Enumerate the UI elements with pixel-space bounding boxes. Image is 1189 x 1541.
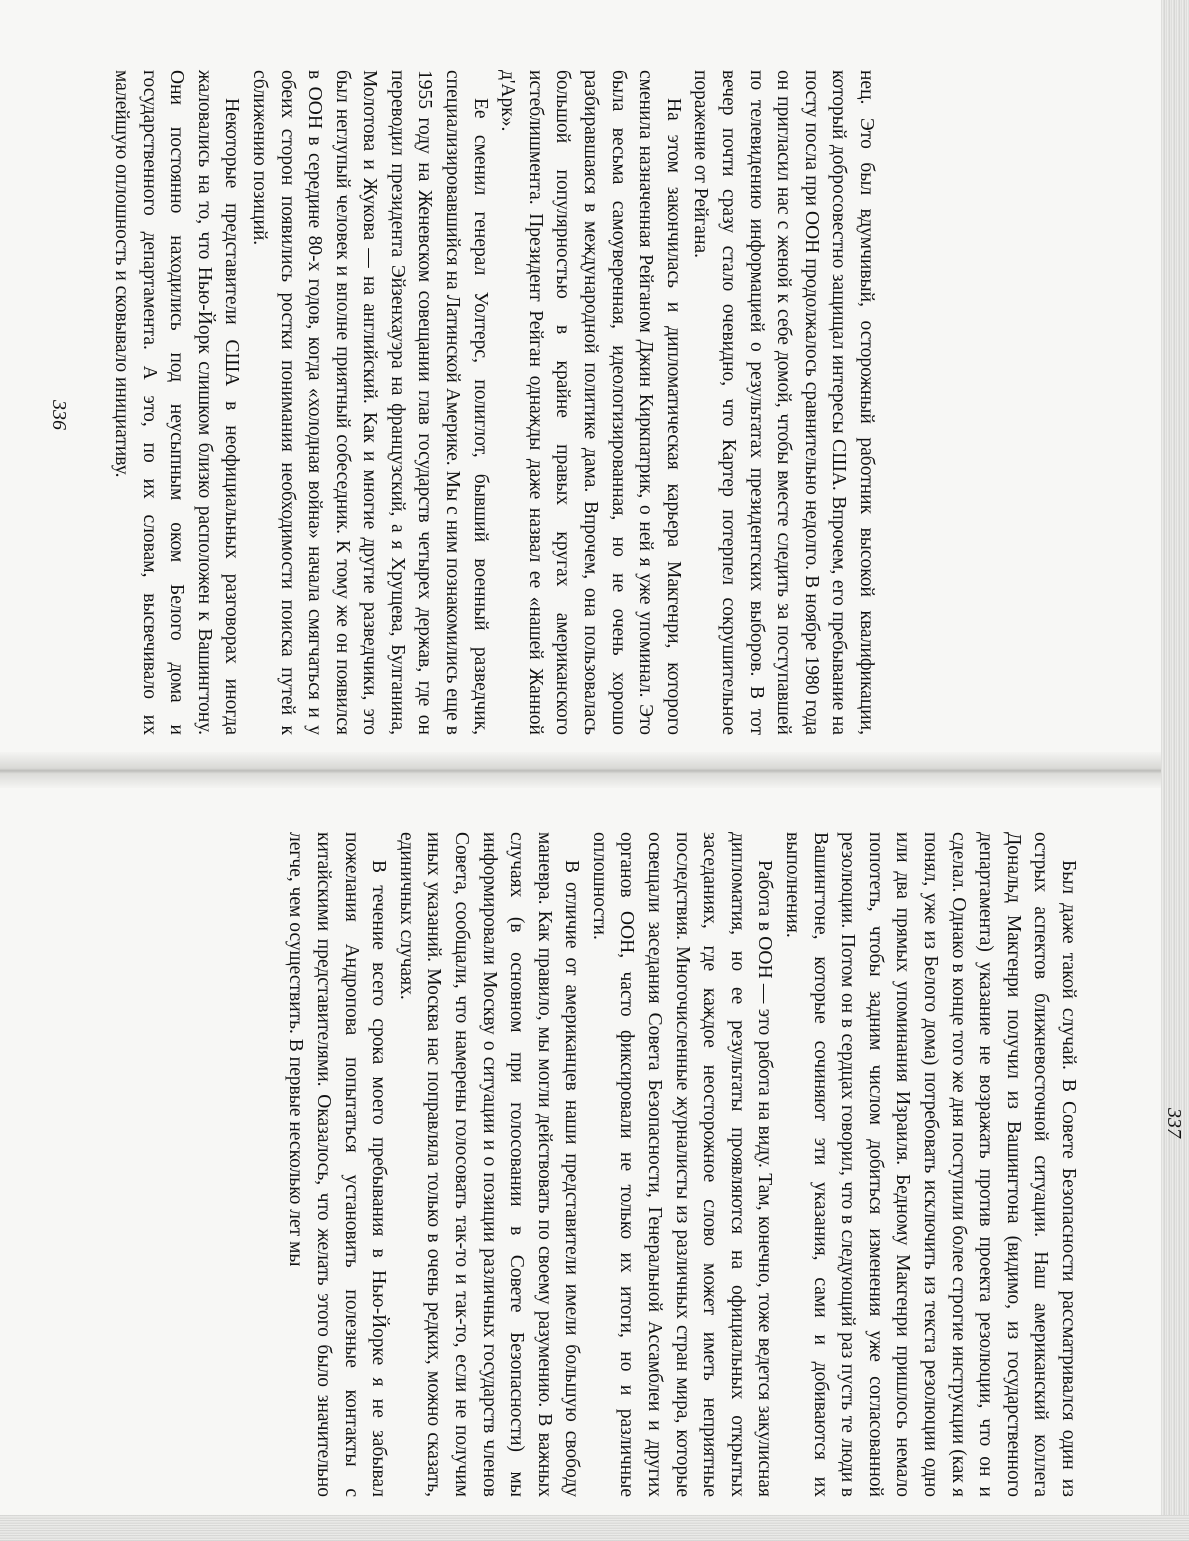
page-edges-bottom — [0, 1515, 1189, 1541]
book-gutter — [0, 752, 1189, 788]
page-edges-right — [1161, 0, 1189, 1541]
paragraph: В отличие от американцев наши представители имели большую свободу маневра. Как правило, мы могли действовать по своему разумению. В важных случаях (в основном при голосовании в Совете Безопасности) мы информировали Москву о ситуации и о позиции различных государств членов Совета, сообщали, что намерены голосовать так-то и так-то, если не получим иных указаний. Москва нас поправляла только в очень редких, можно сказать, единичных случаях. — [395, 832, 583, 1497]
paragraph: Некоторые представители США в неофициальных разговорах иногда жаловались на то, что Нью-Йорк слишком близко расположен к Вашингтону. Они постоянно находились под неусыпным оком Белого дома и государственного департамента. А это, по их словам, высвечивало их малейшую оплошность и сковывало инициативу. — [110, 70, 243, 735]
right-page-text — [92, 832, 1082, 1497]
page-number-right: 337 — [1163, 1108, 1185, 1138]
page-number-left: 336 — [48, 400, 70, 430]
left-page-text — [90, 70, 880, 735]
paragraph: На этом закончилась и дипломатическая карьера Макгенри, которого сменила назначенная Рейганом Джин Киркпатрик, о ней я уже упоминал. Это была весьма самоуверенная, идеологизированная, но не очень хорошо разбиравшаяся в международной политике дама. Впрочем, она пользовалась большой популярностью в крайне правых кругах американского истеблишмента. Президент Рейган однажды даже назвал ее «нашей Жанной д'Арк». — [497, 70, 684, 735]
paragraph: Был даже такой случай. В Совете Безопасности рассматривался один из острых аспектов ближневосточной ситуации. Наш американский коллега Дональд Макгенри получил из Вашингтона (видимо, из государственного департамента) указание не возражать против проекта резолюции, что он и сделал. Однако в конце того же дня поступили более строгие инструкции (как я понял, уже из Белого дома) потребовать исключить из текста резолюции одно или два прямых упоминания Израиля. Бедному Макгенри пришлось немало попотеть, чтобы задним числом добиться изменения уже согласованной резолюции. Потом он в сердцах говорил, что в следующий раз пусть те люди в Вашингтоне, которые сочиняют эти указания, сами и добиваются их выполнения. — [782, 832, 1079, 1497]
paragraph: нец. Это был вдумчивый, осторожный работник высокой квалификации, который добросовестно защищал интересы США. Впрочем, его пребывание на посту посла при ООН продолжалось сравнительно недолго. В ноябре 1980 года он пригласил нас с женой к себе домой, чтобы вместе следить за поступавшей по телевидению информацией о результатах президентских выборов. В тот вечер почти сразу стало очевидно, что Картер потерпел сокрушительное поражение от Рейгана. — [690, 70, 877, 735]
paragraph: Ее сменил генерал Уолтерс, полиглот, бывший военный разведчик, специализировавшийся на Латинской Америке. Мы с ним познакомились еще в 1955 году на Женевском совещании глав государств четырех держав, где он переводил президента Эйзенхауэра на французский, а я Хрущева, Булганина, Молотова и Жукова — на английский. Как и многие другие разведчики, это был неглупый человек и вполне приятный собеседник. К тому же он появился в ООН в середине 80-х годов, когда «холодная война» начала смягчаться и у обеих сторон появились ростки понимания необходимости поиска путей к сближению позиций. — [248, 70, 491, 735]
paragraph: В течение всего срока моего пребывания в Нью-Йорке я не забывал пожелания Андропова попытаться установить полезные контакты с китайскими представителями. Оказалось, что желать этого было значительно легче, чем осуществить. В первые несколько лет мы — [285, 832, 390, 1497]
paragraph: Работа в ООН — это работа на виду. Там, конечно, тоже ведется закулисная дипломатия, но ее результаты проявляются на официальных открытых заседаниях, где каждое неосторожное слово может иметь неприятные последствия. Многочисленные журналисты из различных стран мира, которые освещали заседания Совета Безопасности, Генеральной Ассамблеи и других органов ООН, часто фиксировали не только их итоги, но и различные оплошности. — [588, 832, 776, 1497]
